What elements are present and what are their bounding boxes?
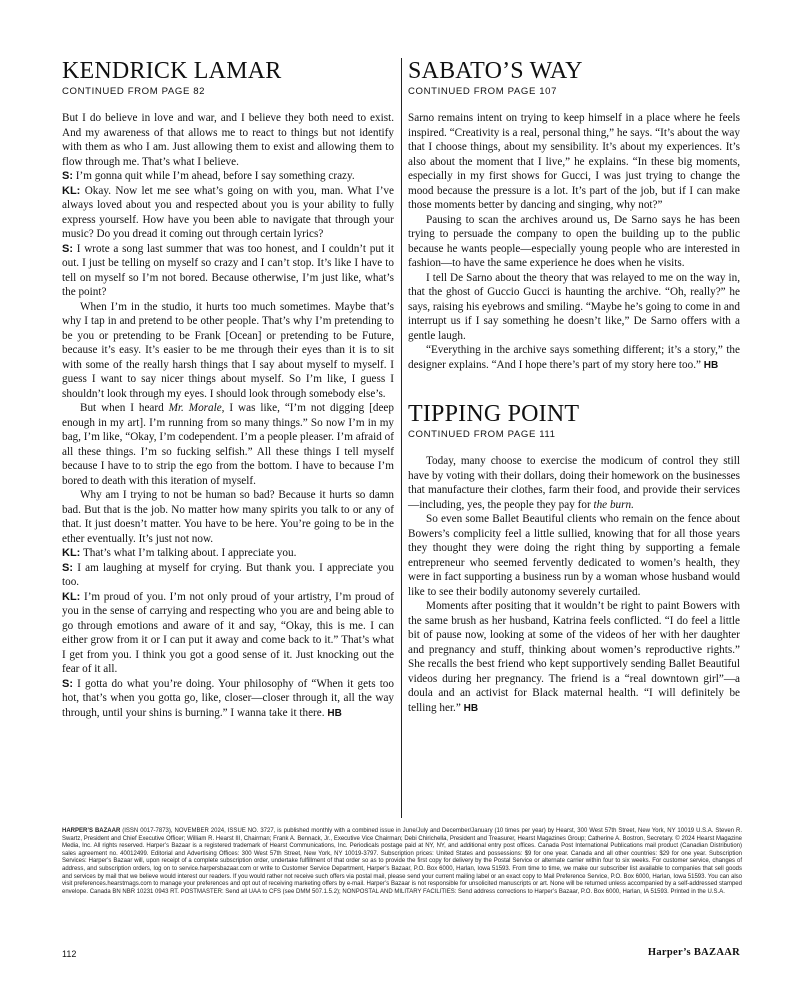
column-divider: [401, 58, 402, 818]
paragraph: [408, 454, 740, 512]
speaker-label: S:: [62, 677, 73, 690]
end-mark: HB: [327, 707, 342, 719]
speaker-label: S:: [62, 170, 73, 182]
dialogue-line: [62, 561, 394, 590]
paragraph-text: “Everything in the archive says something different; it’s a story,” the designer explains. “And I hope there’s part of my story here too.”: [408, 344, 740, 371]
dialogue-text: I am laughing at myself for crying. But thank you. I appreciate you too.: [62, 561, 394, 588]
speaker-label: S:: [62, 561, 73, 574]
kendrick-lamar-body: [62, 111, 394, 721]
speaker-label: KL:: [62, 184, 81, 197]
paragraph-text: Today, many choose to exercise the modicum of control they still have by voting with their dollars, doing their homework on the businesses that manufacture their clothes, farm their food, and provide their services—including, yes, the people they pay for: [408, 455, 740, 511]
emphasis-text: the burn.: [593, 498, 634, 511]
paragraph-text: I was like, “I’m not digging [deep enough in my art]. I’m running from so many things.” So now I’m in my bag, I’m like, “Okay, I’m codependent. I’m a people pleaser. I’m afraid of all these things. I’m so fucking selfish.” All these things I tell myself because I have to to strip the ego from the bottom. I have to because I’m bored to death with this iteration of myself.: [62, 402, 394, 487]
dialogue-line: [62, 677, 394, 722]
dialogue-text: I gotta do what you’re doing. Your philosophy of “When it gets too hot, that’s when you gotta go, like, closer—closer through it, all the way through, until your shins is burning.” I wanna take it there.: [62, 677, 394, 719]
speaker-label: S:: [62, 242, 73, 255]
dialogue-text: I’m gonna quit while I’m ahead, before I say something crazy.: [75, 170, 355, 182]
right-column: [408, 58, 740, 716]
paragraph: Why am I trying to not be human so bad? Because it hurts so damn bad. But that is the job. No matter how many spirits you talk to or any of that. It just doesn’t matter. You have to be here. You’re going to be in the ether eventually. It’s just not now.: [62, 489, 394, 545]
dialogue-line: [62, 184, 394, 242]
dialogue-line: [62, 590, 394, 677]
paragraph: But I do believe in love and war, and I believe they both need to exist. And my awareness of that allows me to react to things but not identify with them as who I am. Just allowing them to exist and allowing them to flow through me. That’s what I believe.: [62, 112, 394, 168]
tipping-point-continued-label: CONTINUED FROM PAGE 111: [408, 429, 556, 440]
paragraph: Pausing to scan the archives around us, De Sarno says he has been trying to persuade the company to open the building up to the public because he wants people—especially young people who are interested in fashion—to have the same experience he does when he visits.: [408, 213, 740, 269]
tipping-point-body: [408, 454, 740, 716]
paragraph-text: But when I heard: [80, 402, 169, 414]
paragraph: [408, 343, 740, 373]
dialogue-text: I wrote a song last summer that was too honest, and I couldn’t put it out. I just be telling on myself so crazy and I can’t stop. It’s like I have to tell on myself so I’m not bored. Because otherwise, I’m just like, what’s the point?: [62, 242, 395, 298]
publication-colophon: [62, 828, 742, 896]
kendrick-lamar-headline: KENDRICK LAMAR: [62, 58, 282, 84]
dialogue-line: [62, 169, 394, 184]
end-mark: HB: [703, 359, 719, 371]
end-mark: HB: [463, 702, 479, 714]
dialogue-text: I’m proud of you. I’m not only proud of your artistry, I’m proud of you in the sense of carrying and respecting who you are and being able to go through emotions and aware of it and say, “Okay, this is me. I can either grow from it or I can put it away and come back to it.” That’s what I get from you. I think you got a good sense of it. Just knocking out the fear of it all.: [62, 590, 395, 675]
kendrick-lamar-continued-label: CONTINUED FROM PAGE 82: [62, 86, 206, 97]
sabatos-way-body: [408, 111, 740, 373]
dialogue-text: That’s what I’m talking about. I appreciate you.: [82, 547, 297, 559]
album-title: Mr. Morale,: [168, 402, 225, 414]
page-number: 112: [62, 949, 77, 959]
colophon-lead: HARPER’S BAZAAR: [62, 828, 121, 834]
paragraph: Sarno remains intent on trying to keep himself in a place where he feels inspired. “Creativity is a real, personal thing,” he says. “It’s about the way that I choose things, about my sensibility. It’s about my experiences. It’s also about the moment that I live,” he explains. “In these big moments, especially in my first shows for Gucci, I was just trying to change the mood because the pressure is a lot. It’s part of the job, but if I can make those moments better by dancing and singing, why not?”: [408, 112, 740, 211]
dialogue-line: [62, 242, 394, 300]
magazine-brand: Harper’s BAZAAR: [647, 947, 740, 958]
dialogue-text: Okay. Now let me see what’s going on with you, man. What I’ve always loved about you and respected about you is your ability to fully express yourself. How have you been able to navigate that through your music? Do you dread it coming out through certain lyrics?: [62, 184, 394, 240]
paragraph: So even some Ballet Beautiful clients who remain on the fence about Bowers’s complicity feel a little sullied, knowing that for all those years they thought they were doing the right thing by supporting a female entrepreneur who seemed fervently dedicated to women’s health, they were in fact supporting a business run by a woman whose husband would like to see their bodily autonomy severely curtailed.: [408, 513, 740, 598]
paragraph: [62, 401, 394, 488]
paragraph: When I’m in the studio, it hurts too much sometimes. Maybe that’s why I tap in and pretend to be other people. That’s why I’m pretending to be you or pretending to be Frank [Ocean] or pretending to be Future, because it’s easy. It’s easier to be me through their eyes than it is to sit with some of the really harsh things that I say about myself to myself. I guess I want to say nicer things about myself. So I’m like, I guess I shouldn’t look through my eyes. I should look through somebody else’s.: [62, 300, 394, 400]
sabatos-way-headline: SABATO’S WAY: [408, 58, 583, 84]
speaker-label: KL:: [62, 547, 81, 559]
tipping-point-section: [408, 401, 740, 716]
kendrick-lamar-column: [62, 58, 394, 721]
paragraph-text: Moments after positing that it wouldn’t be right to paint Bowers with the same brush as her husband, Katrina feels conflicted. “I do feel a little bit of pause now, looking at some of the videos of her with her daughter and pregnancy and stuff, thinking about women’s reproductive rights.” She recalls the best friend who kept supportively sending Ballet Beautiful videos during her pregnancy. The friend is a “real downtown girl”—a doula and an activist for Black maternal health. “I will definitely be telling her.”: [408, 600, 740, 714]
tipping-point-headline: TIPPING POINT: [408, 401, 580, 427]
dialogue-line: [62, 546, 394, 561]
paragraph: [408, 599, 740, 716]
paragraph: I tell De Sarno about the theory that was relayed to me on the way in, that the ghost of Guccio Gucci is haunting the archive. “Oh, really?” he says, raising his eyebrows and smiling. “Maybe he’s going to come in and interrupt us if I say something he doesn’t like,” De Sarno offers with a gentle laugh.: [408, 271, 740, 342]
speaker-label: KL:: [62, 590, 81, 603]
colophon-text: (ISSN 0017-7873), NOVEMBER 2024, ISSUE NO. 3727, is published monthly with a combined issue in June/July and December/January (10 times per year) by Hearst, 300 West 57th Street, New York, NY 10019 U.S.A. Steven R. Swartz, President and Chief Executive Officer; William R. Hearst III, Chairman; Frank A. Bennack, Jr., Executive Vice Chairman; Debi Chirichella, President and Treasurer, Hearst Magazines Group; Catherine A. Bostron, Secretary. © 2024 Hearst Magazine Media, Inc. All rights reserved. Harper’s Bazaar is a registered trademark of Hearst Communications, Inc. Periodicals postage paid at NY, NY, and additional entry post offices. Canada Post International Publications mail product (Canadian Distribution) sales agreement no. 40012499. Editorial and Advertising Offices: 300 West 57th Street, New York, NY 10019-3797. Subscription prices: United States and possessions: $9 for one year. Canada and all other countries: $29 for one year. Subscription Services: Harper’s Bazaar will, upon receipt of a complete subscription order, undertake fulfillment of that order so as to provide the first copy for delivery by the Postal Service or alternate carrier within four to six weeks. For customer service, changes of address, and subscription orders, log on to service.harpersbazaar.com or write to Customer Service Department, Harper’s Bazaar, P.O. Box 6000, Harlan, Iowa 51593. From time to time, we make our subscriber list available to companies that sell goods and services by mail that we believe would interest our readers. If you would rather not receive such offers via postal mail, please send your current mailing label or an exact copy to Mail Preference Service, P.O. Box 6000, Harlan, Iowa 51593. You can also visit preferences.hearstmags.com to manage your preferences and opt out of receiving marketing offers by e-mail. Harper’s Bazaar is not responsible for unsolicited manuscripts or art. None will be returned unless accompanied by a self-addressed stamped envelope. Canada BN NBR 10231 0943 RT. POSTMASTER: Send all UAA to CFS (see DMM 507.1.5.2); NONPOSTAL AND MILITARY FACILITIES: Send address corrections to Harper’s Bazaar, P.O. Box 6000, Harlan, IA 51593. Printed in the U.S.A.: [62, 828, 742, 895]
sabatos-way-continued-label: CONTINUED FROM PAGE 107: [408, 86, 558, 97]
